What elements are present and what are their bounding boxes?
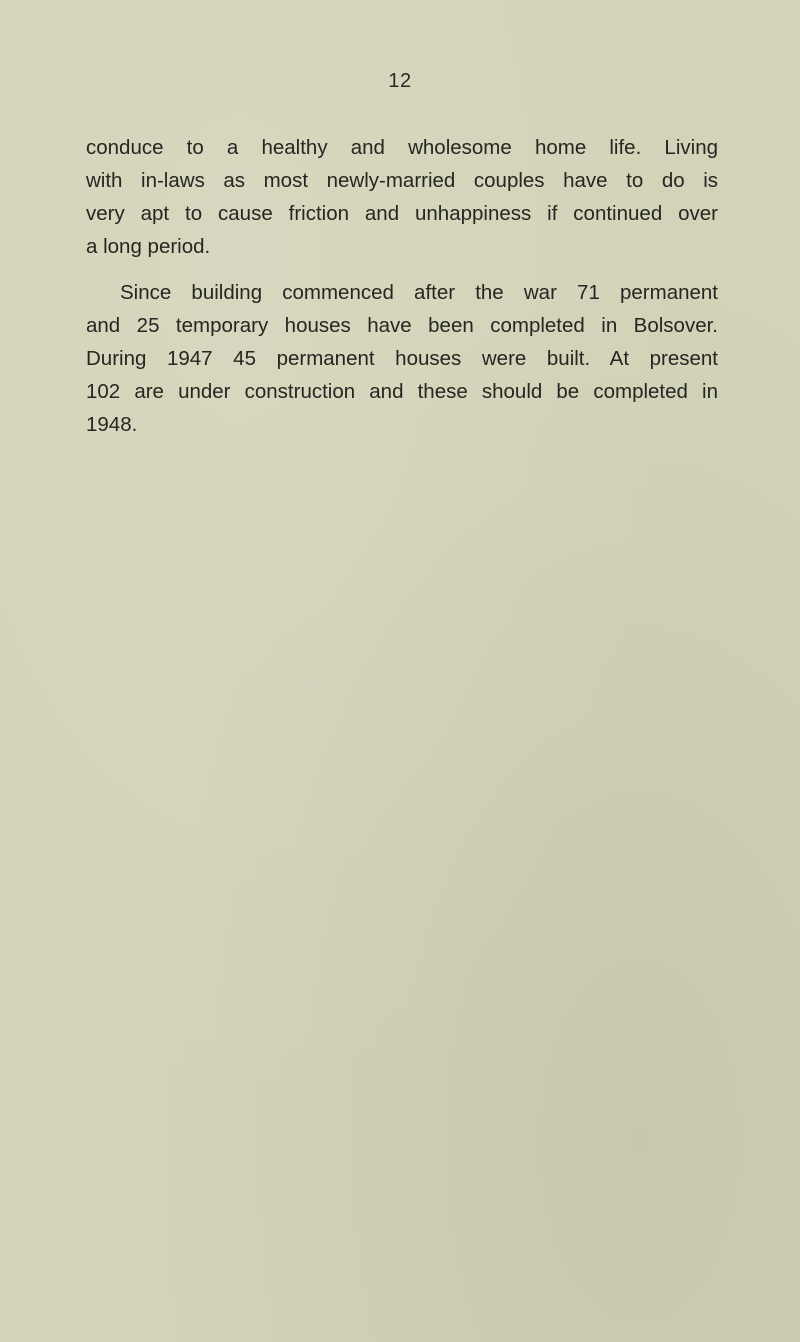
text-line: and 25 temporary houses have been completed in Bolsover. [86, 314, 718, 337]
text-line: During 1947 45 permanent houses were built. At present [86, 347, 718, 370]
paragraph-family-life [86, 131, 718, 263]
text-line: a long period. [86, 235, 211, 258]
text-line: conduce to a healthy and wholesome home life. Living [86, 136, 718, 159]
text-line: very apt to cause friction and unhappiness if continued over [86, 202, 718, 225]
text-line: 1948. [86, 413, 138, 436]
text-line: 102 are under construction and these should be completed in [86, 380, 718, 403]
paragraph-housing-construction [86, 276, 718, 441]
page-number: 12 [388, 70, 412, 92]
text-line: with in-laws as most newly-married couples have to do is [86, 169, 718, 192]
text-line: Since building commenced after the war 71 permanent [120, 281, 718, 304]
